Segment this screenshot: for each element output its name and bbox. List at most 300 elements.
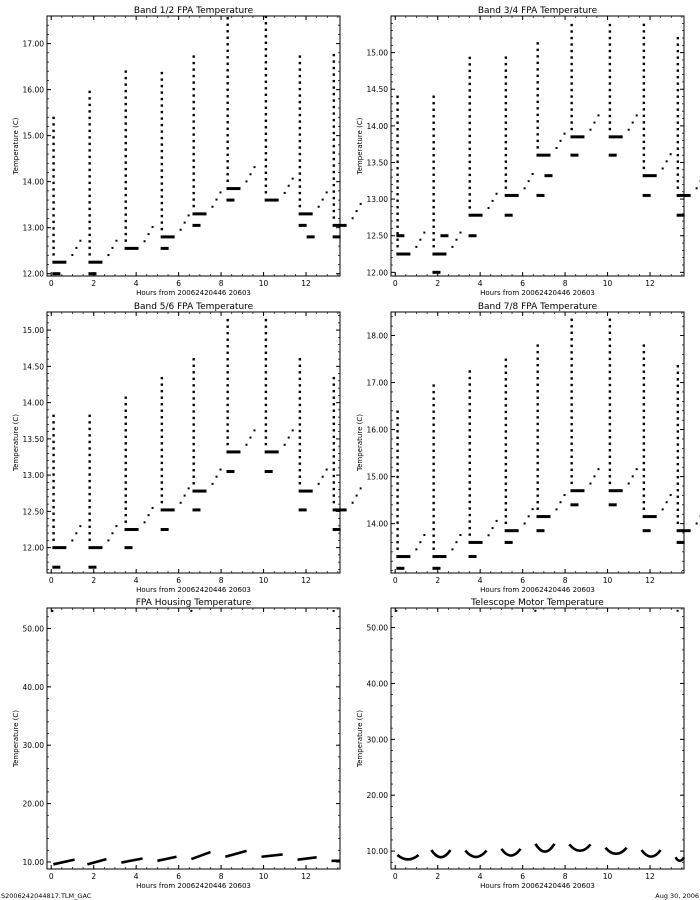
data-point xyxy=(505,186,507,188)
data-point xyxy=(396,482,398,484)
data-point xyxy=(589,483,591,485)
data-point xyxy=(265,165,267,167)
data-point xyxy=(265,113,267,115)
data-point xyxy=(265,319,267,321)
data-point xyxy=(537,371,539,373)
data-point xyxy=(677,214,685,217)
y-tick-label: 14.50 xyxy=(366,85,388,95)
data-point xyxy=(677,180,679,182)
x-tick-label: 10 xyxy=(602,872,613,881)
data-point xyxy=(560,140,562,142)
data-point xyxy=(593,475,595,477)
data-point xyxy=(161,215,163,217)
data-point xyxy=(532,508,534,510)
y-tick-label: 18.00 xyxy=(366,331,388,341)
data-point xyxy=(396,102,398,104)
y-tick-label: 13.00 xyxy=(366,195,388,205)
data-point xyxy=(193,81,195,83)
data-point xyxy=(193,127,195,129)
data-point xyxy=(677,541,685,544)
data-point xyxy=(161,98,163,100)
data-point xyxy=(432,239,434,241)
data-point xyxy=(88,247,90,249)
data-point xyxy=(333,235,341,238)
data-point xyxy=(537,508,539,510)
data-point xyxy=(265,397,267,399)
x-tick-label: 0 xyxy=(392,279,398,288)
data-point xyxy=(265,191,267,193)
data-point xyxy=(609,338,611,340)
data-point xyxy=(432,271,440,274)
x-axis-label: Hours from 20062420446 20603 xyxy=(480,586,595,594)
data-point xyxy=(161,111,163,113)
data-point xyxy=(469,527,471,529)
data-point xyxy=(570,436,572,438)
data-point xyxy=(643,508,645,510)
data-point xyxy=(161,442,163,444)
data-point xyxy=(226,332,228,334)
x-tick-label: 6 xyxy=(176,279,182,288)
data-point xyxy=(161,130,163,132)
data-point xyxy=(226,147,228,149)
data-point xyxy=(609,89,611,91)
data-point xyxy=(570,377,572,379)
data-point xyxy=(333,86,335,88)
data-point xyxy=(432,410,434,412)
x-tick-label: 2 xyxy=(435,576,441,585)
data-point xyxy=(677,194,691,197)
data-series xyxy=(395,610,684,861)
data-point xyxy=(696,522,698,524)
data-point xyxy=(88,253,90,255)
data-point xyxy=(677,443,679,445)
data-point xyxy=(88,526,90,528)
data-point xyxy=(643,115,645,117)
x-tick-label: 10 xyxy=(258,576,269,585)
data-point xyxy=(220,469,222,471)
data-point xyxy=(662,168,664,170)
data-point xyxy=(52,454,54,456)
data-point xyxy=(75,247,77,249)
data-point xyxy=(609,358,611,360)
data-point xyxy=(52,415,54,417)
y-tick-label: 12.00 xyxy=(366,268,388,278)
data-point xyxy=(537,429,539,431)
data-point xyxy=(193,88,195,90)
data-point xyxy=(609,108,611,110)
data-point xyxy=(609,102,611,104)
data-point xyxy=(333,216,335,218)
data-point xyxy=(609,449,611,451)
data-point xyxy=(609,503,617,506)
data-point xyxy=(265,42,267,44)
data-point xyxy=(432,226,434,228)
data-point xyxy=(609,482,611,484)
data-point xyxy=(677,522,679,524)
data-point xyxy=(125,174,127,176)
data-point xyxy=(161,449,163,451)
data-point xyxy=(288,185,290,187)
data-point xyxy=(125,70,127,72)
data-point xyxy=(193,101,195,103)
data-point xyxy=(88,130,90,132)
data-point xyxy=(396,219,398,221)
data-point xyxy=(193,120,195,122)
data-point xyxy=(469,422,471,424)
data-point xyxy=(505,391,507,393)
data-point xyxy=(193,423,195,425)
data-point xyxy=(88,214,90,216)
data-point xyxy=(125,436,127,438)
data-point xyxy=(333,610,335,612)
y-tick-label: 17.00 xyxy=(22,39,44,49)
data-point xyxy=(469,70,471,72)
data-point xyxy=(265,436,267,438)
y-tick-label: 12.00 xyxy=(22,543,44,553)
data-point xyxy=(79,525,81,527)
data-point xyxy=(161,488,163,490)
data-point xyxy=(52,227,54,229)
data-point xyxy=(505,515,507,517)
data-point xyxy=(643,515,657,518)
data-point xyxy=(52,519,54,521)
data-point xyxy=(161,72,163,74)
data-point xyxy=(52,539,54,541)
data-point xyxy=(643,141,645,143)
data-point xyxy=(212,206,214,208)
data-point xyxy=(570,332,572,334)
data-point xyxy=(570,154,578,157)
data-point xyxy=(265,159,267,161)
data-point xyxy=(396,187,398,189)
data-point xyxy=(161,396,163,398)
data-point xyxy=(88,240,90,242)
data-point xyxy=(609,121,611,123)
data-point xyxy=(537,133,539,135)
data-point xyxy=(564,494,566,496)
y-tick-label: 15.00 xyxy=(366,48,388,58)
data-point xyxy=(432,476,434,478)
x-tick-label: 8 xyxy=(218,576,224,585)
data-point xyxy=(570,489,584,492)
data-point xyxy=(333,171,335,173)
data-point xyxy=(469,63,471,65)
data-point xyxy=(396,174,398,176)
data-point xyxy=(265,352,267,354)
data-point xyxy=(396,245,398,247)
data-point xyxy=(505,95,507,97)
data-point xyxy=(396,115,398,117)
data-point xyxy=(265,16,267,18)
data-point xyxy=(532,173,534,175)
data-point xyxy=(152,226,154,228)
y-tick-label: 50.00 xyxy=(22,624,44,634)
data-point xyxy=(570,82,572,84)
data-point xyxy=(537,529,545,532)
data-point xyxy=(677,173,679,175)
data-point xyxy=(643,371,645,373)
data-point xyxy=(52,499,54,501)
x-tick-label: 12 xyxy=(301,279,311,288)
data-point xyxy=(570,449,572,451)
data-point xyxy=(432,148,434,150)
data-point xyxy=(125,396,127,398)
plot-frame xyxy=(47,312,340,573)
data-point xyxy=(570,102,572,104)
data-point xyxy=(545,174,553,177)
data-point xyxy=(643,108,645,110)
data-point xyxy=(193,146,195,148)
data-point xyxy=(193,384,195,386)
data-point xyxy=(609,377,611,379)
data-point xyxy=(88,519,90,521)
data-point xyxy=(505,69,507,71)
data-point xyxy=(432,253,446,256)
data-point xyxy=(643,102,645,104)
data-point xyxy=(51,610,53,612)
data-point xyxy=(299,449,301,451)
data-point xyxy=(432,232,434,234)
data-point xyxy=(265,100,267,102)
data-point xyxy=(643,160,645,162)
data-point xyxy=(333,158,335,160)
data-point xyxy=(161,462,163,464)
data-point xyxy=(677,115,679,117)
data-point xyxy=(52,546,66,549)
data-point xyxy=(432,515,434,517)
data-point xyxy=(333,80,335,82)
data-point xyxy=(193,508,201,511)
data-point xyxy=(432,534,434,536)
data-point xyxy=(609,410,611,412)
x-tick-label: 8 xyxy=(218,872,224,881)
data-point xyxy=(396,410,398,412)
y-axis-label: Temperature (C) xyxy=(12,710,20,767)
data-point xyxy=(125,462,127,464)
series-line xyxy=(676,857,684,861)
data-point xyxy=(570,351,572,353)
data-point xyxy=(161,508,175,511)
data-point xyxy=(161,528,169,531)
data-point xyxy=(609,115,611,117)
data-point xyxy=(226,436,228,438)
data-point xyxy=(505,378,507,380)
data-point xyxy=(469,234,477,237)
data-point xyxy=(193,185,195,187)
data-point xyxy=(396,541,398,543)
data-point xyxy=(396,528,398,530)
data-point xyxy=(52,532,54,534)
data-point xyxy=(432,521,434,523)
chart-panel-6 xyxy=(356,598,684,890)
data-point xyxy=(432,213,434,215)
x-tick-label: 10 xyxy=(602,576,613,585)
data-point xyxy=(505,121,507,123)
data-point xyxy=(226,43,228,45)
data-point xyxy=(432,206,434,208)
data-point xyxy=(125,220,127,222)
data-point xyxy=(333,528,341,531)
y-tick-label: 30.00 xyxy=(366,735,388,745)
data-point xyxy=(677,430,679,432)
data-point xyxy=(419,541,421,543)
data-point xyxy=(677,43,679,45)
data-point xyxy=(265,55,267,57)
data-point xyxy=(333,224,347,227)
data-point xyxy=(505,154,507,156)
data-series xyxy=(52,319,361,569)
data-point xyxy=(396,450,398,452)
data-point xyxy=(52,253,54,255)
data-point xyxy=(677,154,679,156)
series-line xyxy=(605,848,626,854)
data-point xyxy=(609,384,611,386)
data-point xyxy=(52,441,54,443)
data-point xyxy=(88,162,90,164)
data-point xyxy=(505,102,507,104)
data-point xyxy=(333,119,335,121)
data-point xyxy=(125,116,127,118)
data-point xyxy=(432,463,434,465)
data-point xyxy=(161,117,163,119)
data-point xyxy=(677,385,679,387)
data-point xyxy=(125,213,127,215)
data-point xyxy=(299,62,301,64)
data-point xyxy=(226,417,228,419)
data-point xyxy=(322,476,324,478)
data-point xyxy=(88,143,90,145)
data-point xyxy=(636,468,638,470)
data-point xyxy=(537,101,539,103)
chart-panel-2 xyxy=(356,6,700,297)
data-point xyxy=(459,534,461,536)
data-point xyxy=(537,146,539,148)
data-point xyxy=(333,197,335,199)
x-tick-label: 12 xyxy=(301,872,311,881)
data-point xyxy=(226,199,234,202)
data-point xyxy=(265,87,267,89)
y-tick-label: 17.00 xyxy=(366,378,388,388)
data-point xyxy=(469,83,471,85)
data-point xyxy=(537,42,539,44)
x-tick-label: 8 xyxy=(562,872,568,881)
data-point xyxy=(643,63,645,65)
data-point xyxy=(52,473,54,475)
data-point xyxy=(396,515,398,517)
data-point xyxy=(396,567,404,570)
data-point xyxy=(505,128,507,130)
data-point xyxy=(299,391,301,393)
y-tick-label: 12.50 xyxy=(366,231,388,241)
data-point xyxy=(299,127,301,129)
data-point xyxy=(299,436,301,438)
data-point xyxy=(52,493,54,495)
data-point xyxy=(396,430,398,432)
data-point xyxy=(505,404,507,406)
chart-title: Band 7/8 FPA Temperature xyxy=(477,302,598,312)
data-point xyxy=(469,514,471,516)
data-point xyxy=(88,195,90,197)
data-point xyxy=(226,89,228,91)
x-tick-label: 10 xyxy=(258,279,269,288)
data-point xyxy=(505,430,507,432)
y-axis-label: Temperature (C) xyxy=(356,117,364,175)
data-point xyxy=(537,449,539,451)
series-line xyxy=(191,852,210,859)
data-point xyxy=(299,430,301,432)
data-point xyxy=(396,495,398,497)
series-line xyxy=(87,859,106,864)
data-point xyxy=(52,117,54,119)
data-point xyxy=(249,173,251,175)
data-point xyxy=(643,403,645,405)
data-point xyxy=(432,528,434,530)
data-point xyxy=(677,529,691,532)
data-point xyxy=(265,94,267,96)
data-point xyxy=(505,56,507,58)
data-point xyxy=(299,81,301,83)
y-axis-label: Temperature (C) xyxy=(12,117,20,175)
data-point xyxy=(570,338,572,340)
data-point xyxy=(144,521,146,523)
data-point xyxy=(432,397,434,399)
data-point xyxy=(537,423,539,425)
data-point xyxy=(643,69,645,71)
data-point xyxy=(299,397,301,399)
data-point xyxy=(193,68,195,70)
data-point xyxy=(643,37,645,39)
data-point xyxy=(570,121,572,123)
data-point xyxy=(299,55,301,57)
data-point xyxy=(333,416,335,418)
data-point xyxy=(52,467,54,469)
x-tick-label: 8 xyxy=(218,279,224,288)
data-point xyxy=(570,403,572,405)
data-point xyxy=(52,136,54,138)
data-point xyxy=(469,377,471,379)
data-point xyxy=(537,344,539,346)
plot-frame xyxy=(391,16,684,276)
series-line xyxy=(642,850,661,857)
data-point xyxy=(537,390,539,392)
data-point xyxy=(333,190,335,192)
data-point xyxy=(125,77,127,79)
data-point xyxy=(677,128,679,130)
x-tick-label: 4 xyxy=(477,872,483,881)
chart-panel-1 xyxy=(12,6,362,297)
data-point xyxy=(161,416,163,418)
data-point xyxy=(432,174,434,176)
data-point xyxy=(505,398,507,400)
data-point xyxy=(299,133,301,135)
data-point xyxy=(570,319,572,321)
data-point xyxy=(333,210,335,212)
data-point xyxy=(299,443,301,445)
y-tick-label: 15.00 xyxy=(366,472,388,482)
data-point xyxy=(396,555,410,558)
data-point xyxy=(226,180,228,182)
data-point xyxy=(609,429,611,431)
data-point xyxy=(570,469,572,471)
data-point xyxy=(125,423,127,425)
data-point xyxy=(253,166,255,168)
data-point xyxy=(193,94,195,96)
data-point xyxy=(265,430,267,432)
data-point xyxy=(226,338,228,340)
data-point xyxy=(265,185,267,187)
data-point xyxy=(643,416,645,418)
data-point xyxy=(537,416,539,418)
